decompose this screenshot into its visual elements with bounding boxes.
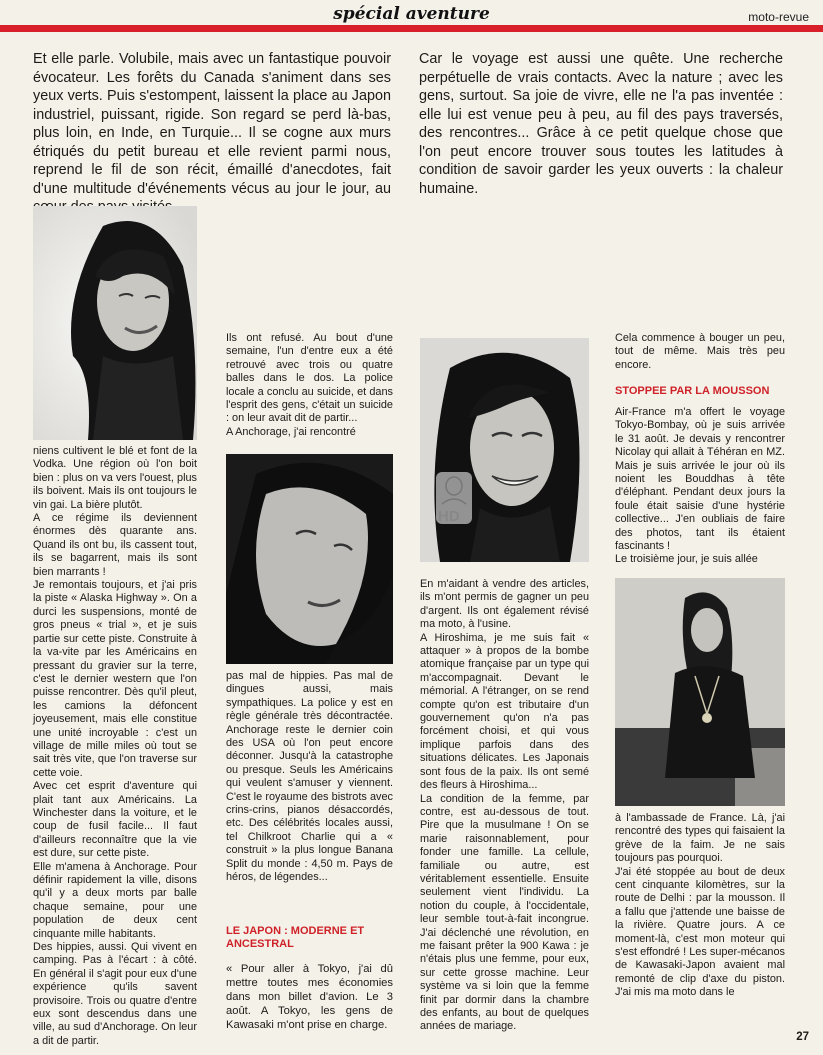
col2-paragraph: pas mal de hippies. Pas mal de dingues aussi, mais sympathiques. La police y est en règle générale très décontractée. Anchorage reste le dernier coin des USA où l'on peut encore déconner. Jusqu'à la catastrophe ou presque. Seuls les Américains qui veulent s'amuser y viennent. C'est le royaume des bistrots avec crins-crins, pianos désaccordés, etc. Des célébrités locales aussi, tel Chilkroot Charlie qui a « construit » la plus longue Banana Split du monde : 4,50 m. Pays de héros, de légendes... — [226, 670, 393, 884]
col2-paragraph: Ils ont refusé. Au bout d'une semaine, l'un d'entre eux a été retrouvé avec trois ou quatre balles dans le dos. La police locale a conclu au suicide, et dans l'esprit des gens, c'était un suicide : on leur avait dit de partir... — [226, 332, 393, 425]
column-2-top — [226, 332, 393, 439]
col3-paragraph: En m'aidant à vendre des articles, ils m'ont permis de gagner un peu d'argent. Ils ont également révisé ma moto, à l'usine. — [420, 578, 589, 631]
col1-paragraph: A ce régime ils deviennent énormes dès quarante ans. Quand ils ont bu, ils cassent tout, ils se bagarrent, mais ils sont bien marrants ! — [33, 512, 197, 578]
col2-paragraph: A Anchorage, j'ai rencontré — [226, 425, 356, 438]
col3-paragraph: A Hiroshima, je me suis fait « attaquer » à propos de la bombe atomique française par un type qui m'accompagnait. Devant le mémorial. A l'étranger, on se rend compte qu'on est tributaire d'un gouvernement qu'on n'a pas forcément choisi, et qui vous implique parfois dans des situations délicates. Les Japonais sont fous de la paix. Ils ont semé des fleurs à Hiroshima... — [420, 631, 589, 792]
column-4-bottom — [615, 812, 785, 1000]
column-3 — [420, 578, 589, 1034]
col4-paragraph: J'ai été stoppée au bout de deux cent cinquante kilomètres, sur la route de Delhi : par la mousson. Il a fallu que j'attende une baisse de la rivière. Quatre jours. A ce moment-là, c'est mon moteur qui s'est effondré ! Les super-mécanos de Kawasaki-Japon avaient mal remonté de clip d'axe du piston. J'ai mis ma moto dans le — [615, 865, 785, 999]
column-4-top — [615, 332, 785, 372]
col1-paragraph: Avec cet esprit d'aventure qui plait tant aux Américains. La Winchester dans la voiture, et le coup de fusil facile... Il faut d'ailleurs reconnaître que la vie est dure, sur cette piste. — [33, 780, 197, 860]
intro-right-paragraph: Car le voyage est aussi une quête. Une recherche perpétuelle de vrais contacts. Avec la nature ; avec les gens, surtout. Sa joie de vivre, elle ne l'a pas inventée : elle lui est venue peu à peu, au fil des pays traversés, des rencontres... Grâce à ce petit quelque chose que l'on peut encore trouver sous toutes les latitudes à condition de savoir garder les yeux ouverts : la chaleur humaine. — [419, 51, 783, 197]
magazine-name: moto-revue — [748, 10, 809, 24]
col1-paragraph: Elle m'amena à Anchorage. Pour définir rapidement la ville, disons qu'il y a deux morts par balle chaque semaine, pour une population de deux cent cinquante mille habitants. — [33, 860, 197, 940]
column-2-after — [226, 962, 393, 1032]
portrait-photo-2 — [226, 454, 393, 664]
page-number: 27 — [796, 1031, 809, 1043]
hd-watermark-badge — [432, 468, 476, 528]
col1-paragraph: Je remontais toujours, et j'ai pris la piste « Alaska Highway ». On a durci les suspensions, monté de gros pneus « trial », et je suis partie sur cette piste. Construite à la va-vite par les Américains en pressant du gravier sur la terre, c'est le dernier western que l'on puisse rencontrer. Dès qu'il pleut, les camions la défoncent joyeusement, mais elle constitue une unité incroyable : c'est un village de mille miles où tout se sait très vite, que l'on traverse sur cette voie. — [33, 579, 197, 779]
col4-paragraph: Air-France m'a offert le voyage Tokyo-Bombay, où je suis arrivée le 31 août. Je devais y rencontrer Nicolay qui allait à Téhéran en MZ. Mais je suis arrivée le jour où ils noient les Bouddhas à tête d'éléphant. Pendant deux jours la foule était saisie d'une hystérie collective... J'en oubliais de faire des photos, tant ils étaient fascinants ! — [615, 406, 785, 553]
col4-paragraph: à l'ambassade de France. Là, j'ai rencontré des types qui faisaient la grève de la faim. Je ne sais toujours pas pourquoi. — [615, 812, 785, 865]
subhead-mousson: STOPPEE PAR LA MOUSSON — [615, 385, 770, 397]
portrait-photo-1 — [33, 206, 197, 440]
column-4-mid — [615, 406, 785, 567]
column-1 — [33, 445, 197, 1048]
hd-watermark-text: HD — [438, 508, 460, 525]
col2-paragraph: « Pour aller à Tokyo, j'ai dû mettre toutes mes économies dans mon billet d'avion. Le 3 août. A Tokyo, les gens de Kawasaki m'ont prise en charge. — [226, 963, 393, 1031]
col1-paragraph: Des hippies, aussi. Qui vivent en camping. Pas à l'écart : à côté. En général il s'agit pour eux d'une expérience qu'ils savent provisoire. Trois ou quatre d'entre eux sont descendus dans une ville, au sud d'Anchorage. On leur a dit de partir. — [33, 941, 197, 1047]
subhead-japon: LE JAPON : MODERNE ET ANCESTRAL — [226, 925, 365, 950]
col3-paragraph: La condition de la femme, par contre, est au-dessous de tout. Pire que la musulmane ! On se marie raisonnablement, pour fonder une famille. La cellule, familiale ou autre, est véritablement essentielle. Ensuite seulement vient l'individu. La notion du couple, à l'occidentale, leur semble tout-à-fait incongrue. J'ai déclenché une révolution, en me faisant prêter la 900 Kawa : je n'étais plus une femme, pour eux, sur cette grosse machine. Leur système va si loin que la femme finit par dormir dans la chambre des enfants, au bout de quelques années de mariage. — [420, 792, 589, 1033]
section-title: spécial aventure — [333, 4, 490, 24]
col1-paragraph: niens cultivent le blé et font de la Vodka. Une région où l'on boit bien : plus on va vers l'ouest, plus ils boivent. Mais ils ont toujours le vin gai. La bière plutôt. — [33, 445, 197, 511]
col4-paragraph: Cela commence à bouger un peu, tout de même. Mais très peu encore. — [615, 332, 785, 371]
portrait-photo-3 — [420, 338, 589, 562]
intro-left-paragraph: Et elle parle. Volubile, mais avec un fantastique pouvoir évocateur. Les forêts du Canada s'animent dans ses yeux verts. Puis s'estompent, laissent la place au Japon industriel, puissant, rigide. Son regard se perd là-bas, plus loin, en Inde, en Turquie... Il se cogne aux murs étriqués du petit bureau et elle revient parmi nous, reprend le fil de son récit, émaillé d'anecdotes, fait d'une multitude d'événements vécus au jour le jour, au — [33, 51, 391, 197]
col4-paragraph: Le troisième jour, je suis allée — [615, 553, 758, 566]
portrait-photo-4 — [615, 578, 785, 806]
column-2-bottom — [226, 670, 393, 885]
header-rule — [0, 25, 823, 32]
